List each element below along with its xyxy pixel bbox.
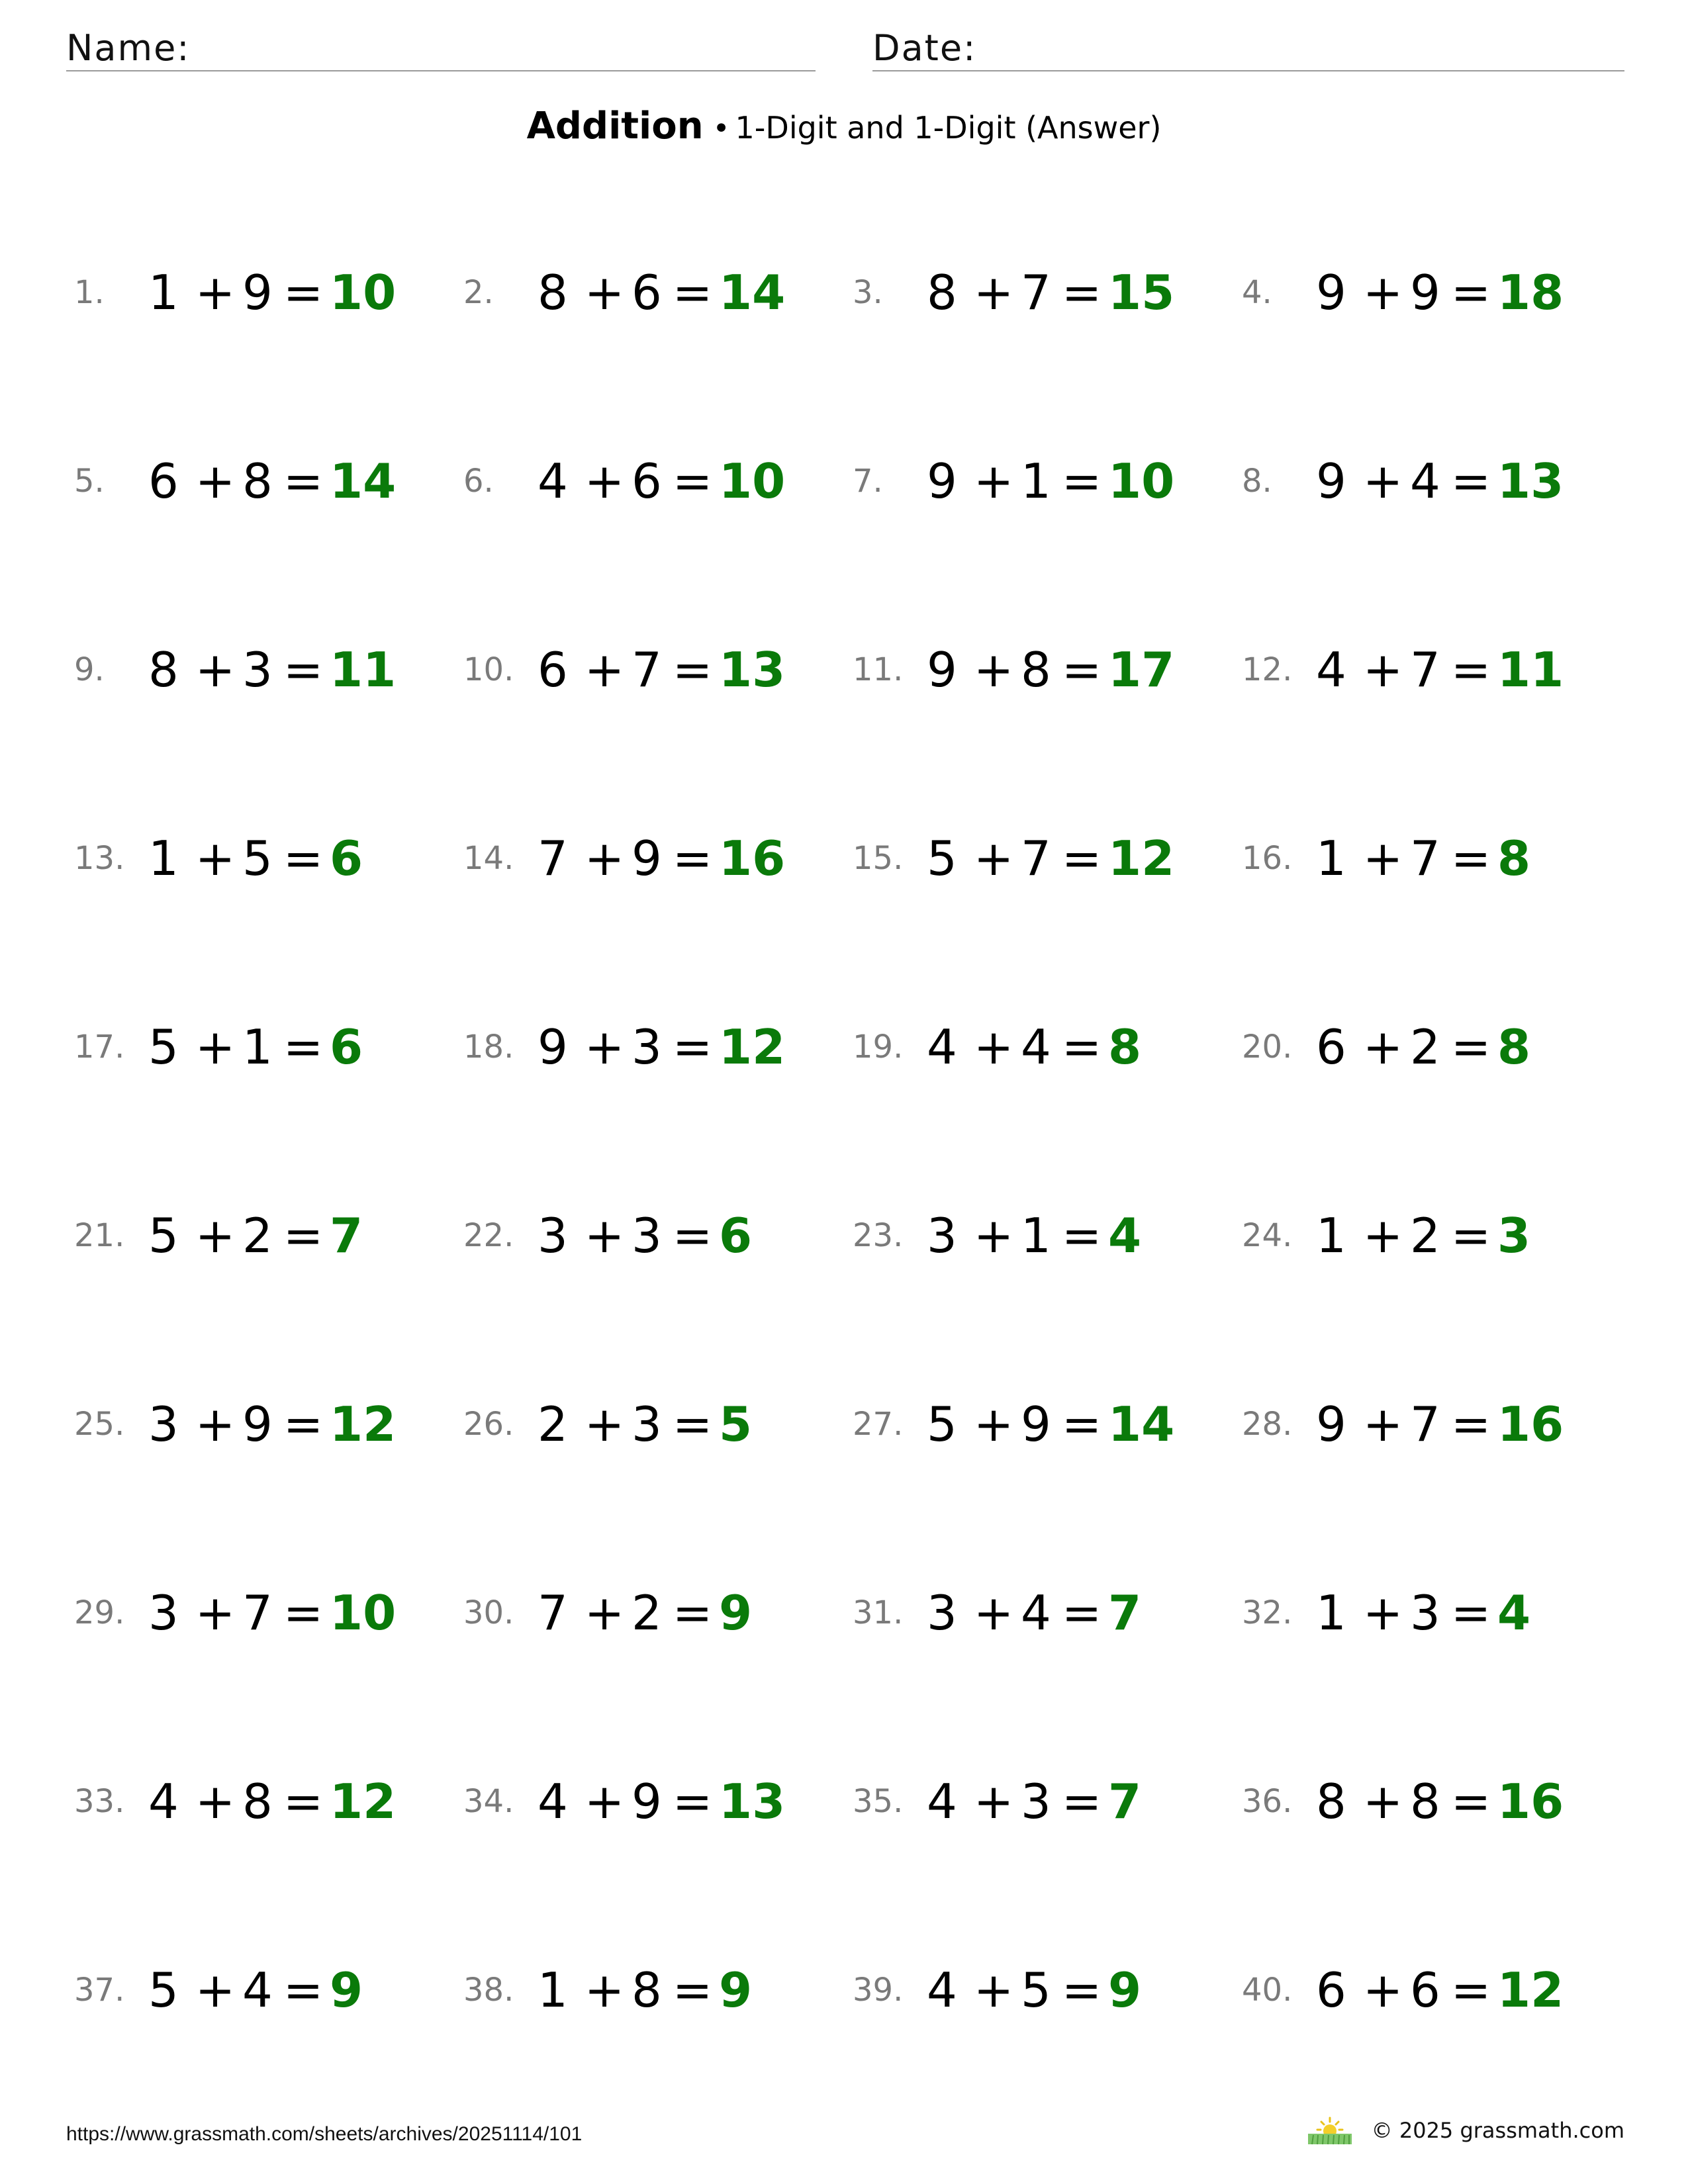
addend-a: 9: [927, 453, 957, 509]
plus-sign: +: [584, 1962, 625, 2018]
answer: 6: [330, 831, 363, 886]
problem-item: [74, 1203, 363, 1269]
answer: 9: [330, 1962, 363, 2018]
plus-sign: +: [195, 642, 236, 698]
problem-item: [853, 637, 1174, 703]
answer: 10: [1108, 453, 1175, 509]
grass-sun-logo-icon: [1305, 2115, 1354, 2146]
answer: 8: [1497, 831, 1531, 886]
problem-number: 10.: [463, 651, 514, 688]
problem-item: [1242, 1203, 1530, 1269]
addend-b: 1: [1021, 1208, 1051, 1263]
addend-a: 6: [1316, 1019, 1346, 1075]
equals-sign: =: [1450, 265, 1491, 320]
problem-item: [74, 1768, 396, 1835]
problem-item: [463, 1580, 752, 1646]
answer: 11: [1497, 642, 1564, 698]
problem-number: 19.: [853, 1028, 904, 1066]
problem-item: [1242, 1391, 1564, 1457]
addend-a: 8: [1316, 1774, 1346, 1829]
equals-sign: =: [672, 1208, 713, 1263]
addend-a: 6: [538, 642, 568, 698]
plus-sign: +: [1362, 1962, 1403, 2018]
addend-a: 7: [538, 1585, 568, 1641]
answer: 13: [719, 1774, 786, 1829]
addend-b: 9: [242, 1396, 273, 1452]
answer: 8: [1497, 1019, 1531, 1075]
plus-sign: +: [1362, 642, 1403, 698]
equals-sign: =: [1061, 453, 1102, 509]
problem-item: [853, 825, 1174, 891]
problem-item: [1242, 637, 1564, 703]
equals-sign: =: [672, 265, 713, 320]
problem-number: 6.: [463, 463, 494, 500]
problem-item: [74, 448, 396, 514]
equals-sign: =: [672, 1019, 713, 1075]
equals-sign: =: [1450, 453, 1491, 509]
addend-a: 5: [148, 1208, 179, 1263]
footer-copyright: © 2025 grassmath.com: [1371, 2118, 1624, 2143]
plus-sign: +: [1362, 453, 1403, 509]
equals-sign: =: [283, 1208, 324, 1263]
addend-b: 9: [1410, 265, 1440, 320]
answer: 16: [719, 831, 786, 886]
problem-item: [463, 1014, 785, 1080]
addend-a: 4: [538, 453, 568, 509]
plus-sign: +: [584, 642, 625, 698]
addend-b: 3: [242, 642, 273, 698]
equals-sign: =: [672, 1585, 713, 1641]
problem-number: 36.: [1242, 1783, 1293, 1820]
problem-number: 38.: [463, 1972, 514, 2009]
problem-number: 20.: [1242, 1028, 1293, 1066]
plus-sign: +: [584, 453, 625, 509]
addend-b: 7: [632, 642, 662, 698]
addend-a: 2: [538, 1396, 568, 1452]
problem-number: 24.: [1242, 1217, 1293, 1254]
problem-item: [463, 825, 785, 891]
problem-number: 7.: [853, 463, 883, 500]
problem-number: 9.: [74, 651, 105, 688]
addend-b: 1: [1021, 453, 1051, 509]
equals-sign: =: [1450, 1962, 1491, 2018]
problem-item: [74, 1391, 396, 1457]
problem-item: [1242, 448, 1564, 514]
addend-a: 6: [1316, 1962, 1346, 2018]
addend-b: 4: [242, 1962, 273, 2018]
addend-a: 4: [1316, 642, 1346, 698]
answer: 17: [1108, 642, 1175, 698]
addend-a: 9: [1316, 265, 1346, 320]
equals-sign: =: [1061, 1208, 1102, 1263]
equals-sign: =: [283, 1019, 324, 1075]
addend-a: 8: [148, 642, 179, 698]
problem-item: [1242, 1957, 1564, 2023]
equals-sign: =: [283, 265, 324, 320]
addend-b: 4: [1021, 1585, 1051, 1641]
plus-sign: +: [195, 1019, 236, 1075]
addend-b: 3: [1021, 1774, 1051, 1829]
addend-b: 4: [1410, 453, 1440, 509]
problem-item: [74, 1580, 396, 1646]
answer: 15: [1108, 265, 1175, 320]
addend-b: 3: [632, 1019, 662, 1075]
plus-sign: +: [1362, 1396, 1403, 1452]
addend-b: 7: [242, 1585, 273, 1641]
equals-sign: =: [672, 1774, 713, 1829]
answer: 9: [719, 1962, 753, 2018]
problem-number: 1.: [74, 274, 105, 311]
answer: 7: [1108, 1774, 1142, 1829]
plus-sign: +: [1362, 1774, 1403, 1829]
problem-number: 15.: [853, 840, 904, 877]
equals-sign: =: [1061, 1774, 1102, 1829]
problem-item: [463, 637, 785, 703]
addend-b: 8: [632, 1962, 662, 2018]
plus-sign: +: [195, 1396, 236, 1452]
addend-a: 5: [927, 1396, 957, 1452]
addend-b: 4: [1021, 1019, 1051, 1075]
plus-sign: +: [1362, 1019, 1403, 1075]
equals-sign: =: [1061, 831, 1102, 886]
problem-item: [463, 259, 785, 326]
problem-number: 3.: [853, 274, 883, 311]
problem-number: 40.: [1242, 1972, 1293, 2009]
answer: 12: [719, 1019, 786, 1075]
answer: 9: [1108, 1962, 1142, 2018]
problem-number: 13.: [74, 840, 125, 877]
answer: 11: [330, 642, 397, 698]
addend-b: 7: [1021, 831, 1051, 886]
addend-b: 7: [1410, 642, 1440, 698]
problem-number: 23.: [853, 1217, 904, 1254]
addend-a: 4: [927, 1774, 957, 1829]
answer: 5: [719, 1396, 753, 1452]
answer: 9: [719, 1585, 753, 1641]
problem-item: [74, 825, 363, 891]
problem-number: 31.: [853, 1594, 904, 1631]
answer: 3: [1497, 1208, 1531, 1263]
addend-b: 2: [1410, 1019, 1440, 1075]
problem-item: [74, 259, 396, 326]
answer: 10: [330, 1585, 397, 1641]
addend-b: 7: [1410, 1396, 1440, 1452]
problem-number: 30.: [463, 1594, 514, 1631]
addend-b: 9: [632, 1774, 662, 1829]
equals-sign: =: [283, 1585, 324, 1641]
plus-sign: +: [584, 1774, 625, 1829]
addend-a: 5: [148, 1962, 179, 2018]
addend-a: 1: [148, 265, 179, 320]
problem-number: 34.: [463, 1783, 514, 1820]
addend-a: 9: [1316, 453, 1346, 509]
addend-b: 9: [242, 265, 273, 320]
problem-number: 12.: [1242, 651, 1293, 688]
addend-b: 8: [1021, 642, 1051, 698]
problem-number: 18.: [463, 1028, 514, 1066]
addend-b: 1: [242, 1019, 273, 1075]
addend-b: 6: [632, 453, 662, 509]
answer: 10: [330, 265, 397, 320]
title-main: Addition: [526, 105, 704, 148]
problem-number: 26.: [463, 1406, 514, 1443]
problem-item: [463, 1768, 785, 1835]
addend-b: 3: [1410, 1585, 1440, 1641]
problem-number: 27.: [853, 1406, 904, 1443]
equals-sign: =: [283, 1774, 324, 1829]
title-subtitle: 1-Digit and 1-Digit (Answer): [735, 110, 1162, 146]
answer: 12: [1108, 831, 1175, 886]
problem-item: [1242, 1580, 1530, 1646]
addend-a: 3: [538, 1208, 568, 1263]
addend-a: 1: [1316, 831, 1346, 886]
plus-sign: +: [973, 1396, 1014, 1452]
plus-sign: +: [195, 1962, 236, 2018]
date-label: Date:: [872, 27, 977, 69]
answer: 18: [1497, 265, 1564, 320]
addend-a: 9: [927, 642, 957, 698]
problem-number: 14.: [463, 840, 514, 877]
addend-a: 4: [927, 1962, 957, 2018]
problem-number: 39.: [853, 1972, 904, 2009]
answer: 14: [719, 265, 786, 320]
equals-sign: =: [672, 1396, 713, 1452]
equals-sign: =: [1061, 1019, 1102, 1075]
problem-number: 17.: [74, 1028, 125, 1066]
addend-a: 1: [148, 831, 179, 886]
plus-sign: +: [195, 1774, 236, 1829]
problem-number: 37.: [74, 1972, 125, 2009]
plus-sign: +: [584, 1585, 625, 1641]
plus-sign: +: [1362, 831, 1403, 886]
problem-item: [74, 1957, 363, 2023]
addend-a: 8: [927, 265, 957, 320]
addend-a: 4: [148, 1774, 179, 1829]
name-label: Name:: [66, 27, 191, 69]
plus-sign: +: [973, 831, 1014, 886]
plus-sign: +: [195, 265, 236, 320]
equals-sign: =: [672, 1962, 713, 2018]
plus-sign: +: [973, 453, 1014, 509]
problem-number: 33.: [74, 1783, 125, 1820]
plus-sign: +: [584, 831, 625, 886]
addend-a: 3: [148, 1585, 179, 1641]
addend-a: 8: [538, 265, 568, 320]
problem-item: [1242, 1768, 1564, 1835]
addend-a: 3: [927, 1585, 957, 1641]
equals-sign: =: [283, 642, 324, 698]
problem-item: [463, 448, 785, 514]
answer: 12: [330, 1774, 397, 1829]
plus-sign: +: [584, 265, 625, 320]
equals-sign: =: [1061, 1962, 1102, 2018]
problem-item: [853, 1203, 1141, 1269]
problem-item: [853, 1957, 1141, 2023]
plus-sign: +: [1362, 1585, 1403, 1641]
plus-sign: +: [1362, 1208, 1403, 1263]
addend-b: 8: [242, 1774, 273, 1829]
plus-sign: +: [195, 1208, 236, 1263]
problem-item: [853, 1014, 1141, 1080]
answer: 12: [330, 1396, 397, 1452]
answer: 16: [1497, 1396, 1564, 1452]
addend-a: 1: [538, 1962, 568, 2018]
equals-sign: =: [1061, 1396, 1102, 1452]
problem-item: [1242, 1014, 1530, 1080]
problem-number: 8.: [1242, 463, 1272, 500]
addend-b: 2: [1410, 1208, 1440, 1263]
addend-a: 1: [1316, 1208, 1346, 1263]
addend-a: 7: [538, 831, 568, 886]
addend-a: 3: [927, 1208, 957, 1263]
problem-number: 16.: [1242, 840, 1293, 877]
addend-a: 9: [538, 1019, 568, 1075]
answer: 7: [1108, 1585, 1142, 1641]
equals-sign: =: [283, 831, 324, 886]
problem-item: [853, 1391, 1174, 1457]
answer: 14: [1108, 1396, 1175, 1452]
addend-b: 9: [632, 831, 662, 886]
problem-number: 28.: [1242, 1406, 1293, 1443]
answer: 6: [330, 1019, 363, 1075]
addend-b: 8: [242, 453, 273, 509]
answer: 12: [1497, 1962, 1564, 2018]
addend-a: 6: [148, 453, 179, 509]
plus-sign: +: [973, 1585, 1014, 1641]
answer: 7: [330, 1208, 363, 1263]
addend-a: 1: [1316, 1585, 1346, 1641]
addend-b: 5: [1021, 1962, 1051, 2018]
answer: 16: [1497, 1774, 1564, 1829]
problem-item: [853, 1768, 1141, 1835]
problem-item: [463, 1391, 752, 1457]
answer: 13: [719, 642, 786, 698]
addend-b: 6: [1410, 1962, 1440, 2018]
equals-sign: =: [1450, 1019, 1491, 1075]
equals-sign: =: [1450, 1396, 1491, 1452]
plus-sign: +: [1362, 265, 1403, 320]
addend-a: 9: [1316, 1396, 1346, 1452]
problem-number: 4.: [1242, 274, 1272, 311]
footer-url[interactable]: https://www.grassmath.com/sheets/archives/20251114/101: [66, 2123, 583, 2145]
plus-sign: +: [195, 831, 236, 886]
equals-sign: =: [1450, 831, 1491, 886]
addend-b: 3: [632, 1208, 662, 1263]
addend-b: 7: [1021, 265, 1051, 320]
problem-item: [853, 448, 1174, 514]
addend-a: 4: [927, 1019, 957, 1075]
problem-number: 21.: [74, 1217, 125, 1254]
equals-sign: =: [1450, 642, 1491, 698]
answer: 14: [330, 453, 397, 509]
plus-sign: +: [195, 1585, 236, 1641]
problem-item: [853, 1580, 1141, 1646]
equals-sign: =: [1061, 265, 1102, 320]
equals-sign: =: [1450, 1208, 1491, 1263]
plus-sign: +: [584, 1019, 625, 1075]
answer: 10: [719, 453, 786, 509]
problem-number: 5.: [74, 463, 105, 500]
problem-item: [463, 1203, 752, 1269]
plus-sign: +: [973, 265, 1014, 320]
problem-number: 2.: [463, 274, 494, 311]
addend-a: 3: [148, 1396, 179, 1452]
plus-sign: +: [584, 1396, 625, 1452]
problem-item: [853, 259, 1174, 326]
equals-sign: =: [672, 831, 713, 886]
equals-sign: =: [283, 453, 324, 509]
addend-b: 7: [1410, 831, 1440, 886]
answer: 8: [1108, 1019, 1142, 1075]
problem-number: 29.: [74, 1594, 125, 1631]
equals-sign: =: [1450, 1585, 1491, 1641]
addend-b: 9: [1021, 1396, 1051, 1452]
plus-sign: +: [973, 1962, 1014, 2018]
addend-b: 3: [632, 1396, 662, 1452]
problem-number: 22.: [463, 1217, 514, 1254]
equals-sign: =: [672, 453, 713, 509]
plus-sign: +: [195, 453, 236, 509]
problem-item: [74, 637, 396, 703]
addend-b: 5: [242, 831, 273, 886]
problem-number: 11.: [853, 651, 904, 688]
plus-sign: +: [973, 1019, 1014, 1075]
addend-b: 2: [242, 1208, 273, 1263]
title-separator: •: [712, 112, 730, 146]
plus-sign: +: [584, 1208, 625, 1263]
addend-b: 6: [632, 265, 662, 320]
addend-a: 5: [927, 831, 957, 886]
plus-sign: +: [973, 1208, 1014, 1263]
equals-sign: =: [283, 1396, 324, 1452]
problem-item: [463, 1957, 752, 2023]
plus-sign: +: [973, 1774, 1014, 1829]
problem-number: 32.: [1242, 1594, 1293, 1631]
equals-sign: =: [1061, 1585, 1102, 1641]
addend-a: 5: [148, 1019, 179, 1075]
answer: 4: [1497, 1585, 1531, 1641]
answer: 13: [1497, 453, 1564, 509]
footer-brand: [1305, 2115, 1624, 2146]
plus-sign: +: [973, 642, 1014, 698]
problem-item: [1242, 825, 1530, 891]
addend-a: 4: [538, 1774, 568, 1829]
equals-sign: =: [283, 1962, 324, 2018]
addend-b: 8: [1410, 1774, 1440, 1829]
problem-number: 35.: [853, 1783, 904, 1820]
equals-sign: =: [1061, 642, 1102, 698]
equals-sign: =: [1450, 1774, 1491, 1829]
problem-item: [74, 1014, 363, 1080]
problem-number: 25.: [74, 1406, 125, 1443]
answer: 6: [719, 1208, 753, 1263]
addend-b: 2: [632, 1585, 662, 1641]
problem-item: [1242, 259, 1564, 326]
answer: 4: [1108, 1208, 1142, 1263]
equals-sign: =: [672, 642, 713, 698]
